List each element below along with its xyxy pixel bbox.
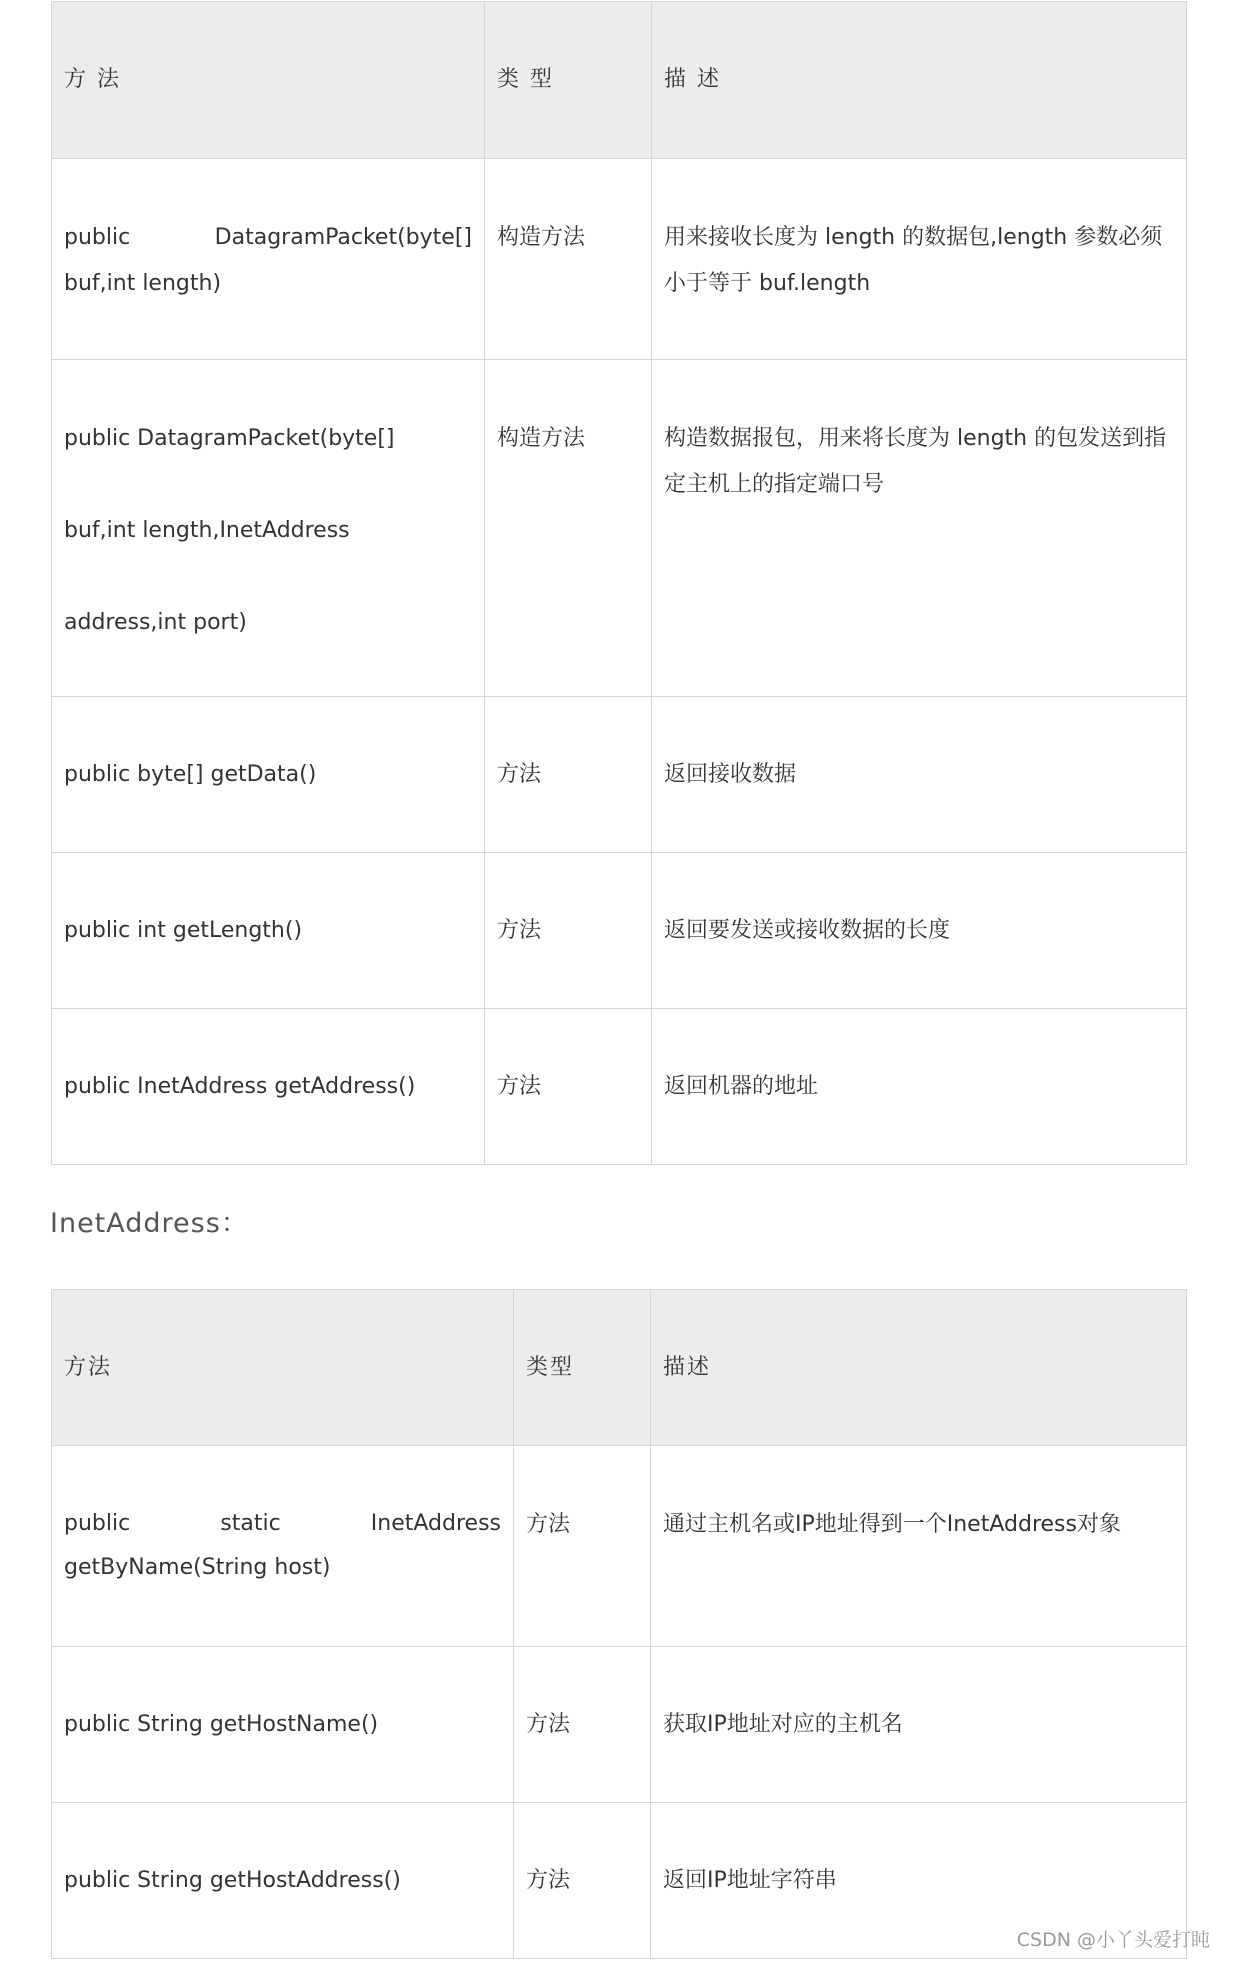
section-heading-inetaddress: InetAddress： — [50, 1208, 249, 1239]
method-cell: public String getHostAddress() — [52, 1803, 514, 1959]
header-type: 类型 — [514, 1290, 651, 1446]
method-cell — [52, 360, 485, 697]
description-cell: 构造数据报包，用来将长度为 length 的包发送到指定主机上的指定端口号 — [652, 360, 1187, 697]
description-cell: 获取IP地址对应的主机名 — [651, 1647, 1187, 1803]
table-header-row — [52, 2, 1187, 159]
type-cell: 构造方法 — [485, 360, 652, 697]
datagram-packet-table — [51, 1, 1187, 1165]
method-cell: public DatagramPacket(byte[] buf,int length) — [52, 159, 485, 360]
table-row — [52, 159, 1187, 360]
method-cell: public int getLength() — [52, 853, 485, 1009]
description-cell: 返回接收数据 — [652, 697, 1187, 853]
type-cell: 方法 — [485, 853, 652, 1009]
header-type: 类 型 — [485, 2, 652, 159]
table-row — [52, 1446, 1187, 1647]
description-cell: 通过主机名或IP地址得到一个InetAddress对象 — [651, 1446, 1187, 1647]
table-row — [52, 853, 1187, 1009]
header-description: 描 述 — [652, 2, 1187, 159]
description-cell: 用来接收长度为 length 的数据包,length 参数必须小于等于 buf.length — [652, 159, 1187, 360]
table-row — [52, 1009, 1187, 1165]
type-cell: 方法 — [514, 1803, 651, 1959]
table-row — [52, 1647, 1187, 1803]
type-cell: 方法 — [514, 1446, 651, 1647]
inetaddress-table — [51, 1289, 1187, 1959]
method-cell: public static InetAddress getByName(String host) — [52, 1446, 514, 1647]
header-method: 方法 — [52, 1290, 514, 1446]
method-cell: public InetAddress getAddress() — [52, 1009, 485, 1165]
csdn-watermark: CSDN @小丫头爱打盹 — [1016, 1929, 1210, 1951]
method-line: buf,int length,InetAddress — [64, 518, 350, 543]
type-cell: 构造方法 — [485, 159, 652, 360]
table-row — [52, 697, 1187, 853]
type-cell: 方法 — [485, 697, 652, 853]
type-cell: 方法 — [514, 1647, 651, 1803]
method-line: address,int port) — [64, 610, 247, 635]
table-header-row — [52, 1290, 1187, 1446]
description-cell: 返回要发送或接收数据的长度 — [652, 853, 1187, 1009]
header-method: 方 法 — [52, 2, 485, 159]
method-cell: public byte[] getData() — [52, 697, 485, 853]
description-cell: 返回IP地址字符串 — [651, 1803, 1187, 1959]
header-description: 描述 — [651, 1290, 1187, 1446]
method-line: public DatagramPacket(byte[] — [64, 426, 395, 451]
description-cell: 返回机器的地址 — [652, 1009, 1187, 1165]
type-cell: 方法 — [485, 1009, 652, 1165]
method-cell: public String getHostName() — [52, 1647, 514, 1803]
table-row — [52, 360, 1187, 697]
